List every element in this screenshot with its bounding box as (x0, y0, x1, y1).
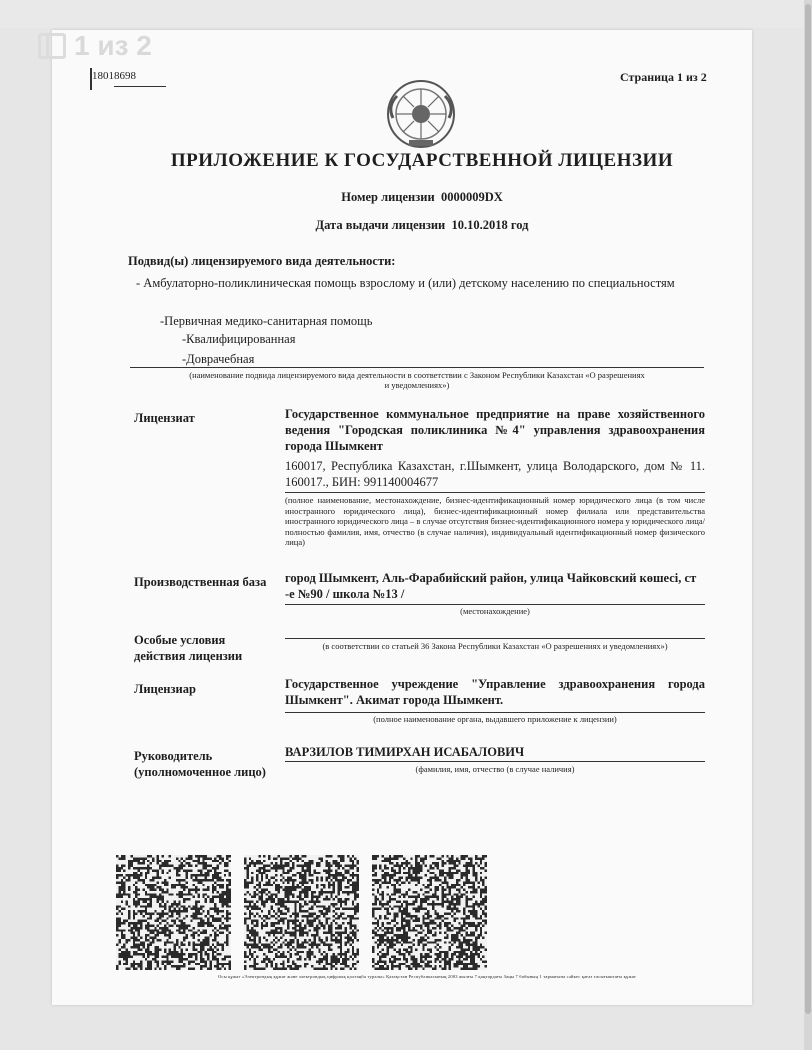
subtype-note-line: и уведомлениях») (384, 380, 450, 390)
head-value: ВАРЗИЛОВ ТИМИРХАН ИСАБАЛОВИЧ (285, 745, 525, 759)
production-base-note: (местонахождение) (460, 606, 530, 616)
issue-date-row (142, 218, 702, 233)
licensee-address: 160017, Республика Казахстан, г.Шымкент, улица Володарского, дом № 11. 160017., БИН: 991140004677 (285, 459, 705, 489)
activity-main: - Амбулаторно-поликлиническая помощь взрослому и (или) детскому населению по специальностям (136, 276, 675, 290)
divider (285, 492, 705, 493)
qr-code-icon (244, 855, 359, 970)
registration-number: 18018698 (92, 70, 136, 82)
label-line: (уполномоченное лицо) (134, 765, 266, 779)
licensee-note: (полное наименование, местонахождение, бизнес-идентификационный номер юридического лица (в том числе иностранного юридического лица), бизнес-идентификационный номер филиала или представительства иностранного юридического лица – в случае отсутствия бизнес-идентификационного номера у юридического лица/полностью фамилия, имя, отчество (в случае наличия), индивидуальный идентификационный номер физического лица) (285, 495, 705, 547)
registration-underline (114, 86, 166, 87)
issue-date-label: Дата выдачи лицензии (315, 218, 446, 232)
footer-note: Осы құжат «Электрондық құжат және электрондық цифрлық қолтаңба туралы» Қазақстан Республикасының 2003 жылғы 7 қаңтардағы Заңы 7 бабының 1 тармағына сәйкес қағаз тасығыштағы құжат (217, 974, 637, 979)
qr-code-icon (372, 855, 487, 970)
divider (130, 367, 704, 368)
subtype-note-line: (наименование подвида лицензируемого вида деятельности в соответствии с Законом Республики Казахстан «О разрешениях (189, 370, 645, 380)
page-indicator[interactable] (38, 30, 152, 62)
divider (285, 638, 705, 639)
production-base-label: Производственная база (134, 575, 267, 589)
production-base-value: город Шымкент, Аль-Фарабийский район, улица Чайковский көшесі, ст -е №90 / школа №13 / (285, 571, 697, 601)
licensee-name: Государственное коммунальное предприятие на праве хозяйственного ведения "Городская поликлиника №4" управления здравоохранения города Шымкент (285, 407, 705, 453)
subtype-note (130, 370, 704, 390)
licensor-label: Лицензиар (134, 682, 196, 696)
state-emblem-icon (385, 78, 457, 150)
head-note: (фамилия, имя, отчество (в случае наличия) (415, 764, 575, 774)
license-number-row (142, 190, 702, 205)
activity-item: -Квалифицированная (182, 332, 296, 346)
head-label (134, 748, 266, 780)
subtypes-heading: Подвид(ы) лицензируемого вида деятельности: (128, 254, 396, 268)
license-number-label: Номер лицензии (341, 190, 435, 204)
activity-item: -Доврачебная (182, 352, 255, 366)
label-line: Особые условия (134, 633, 226, 647)
document-title: ПРИЛОЖЕНИЕ К ГОСУДАРСТВЕННОЙ ЛИЦЕНЗИИ (170, 150, 674, 171)
scroll-thumb[interactable] (805, 4, 811, 1014)
page-label: Страница 1 из 2 (620, 70, 707, 84)
special-conditions-label (134, 632, 242, 664)
label-line: Руководитель (134, 749, 213, 763)
licensor-note: (полное наименование органа, выдавшего приложение к лицензии) (373, 714, 617, 724)
license-number: 0000009DX (440, 190, 503, 204)
issue-date: 10.10.2018 год (451, 218, 529, 232)
page-indicator-text: 1 из 2 (74, 30, 152, 61)
divider (285, 604, 705, 605)
qr-code-icon (116, 855, 231, 970)
special-conditions-note: (в соответствии со статьей 36 Закона Республики Казахстан «О разрешениях и уведомлениях») (322, 641, 668, 651)
document-page (52, 30, 752, 1005)
licensor-value: Государственное учреждение "Управление здравоохранения города Шымкент". Акимат города Шымкент. (285, 677, 705, 707)
divider (285, 761, 705, 762)
activity-item: -Первичная медико-санитарная помощь (160, 314, 373, 328)
label-line: действия лицензии (134, 649, 243, 663)
scrollbar[interactable] (804, 0, 812, 1050)
licensee-label: Лицензиат (134, 411, 195, 425)
divider (285, 712, 705, 713)
viewer-toolbar (0, 0, 812, 28)
page-icon (38, 33, 66, 59)
